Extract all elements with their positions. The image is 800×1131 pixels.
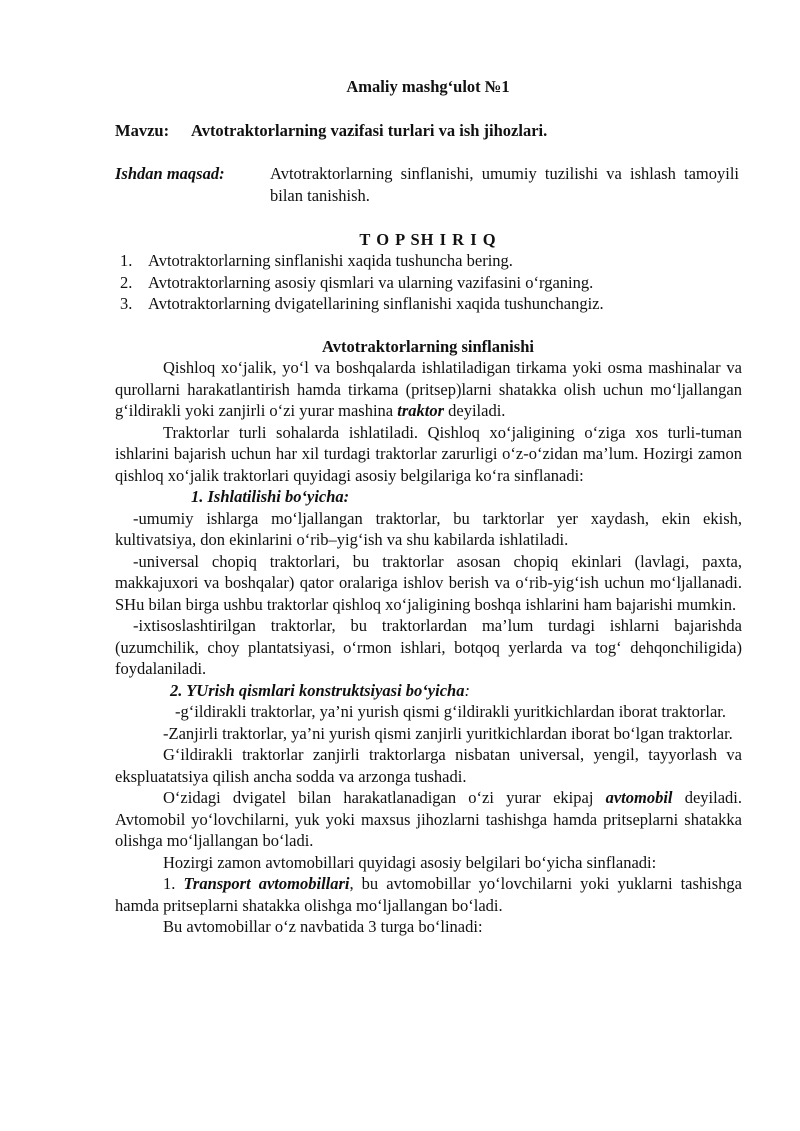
task-number: 2. [120, 272, 133, 292]
task-number: 3. [120, 294, 133, 313]
text-run: , bu avtomobillar yo‘lovchilarni yoki yuklarni tashishga hamda pritseplarni shatakka olishga mo‘ljallangan bo‘ladi. [115, 874, 743, 915]
task-item [120, 272, 604, 294]
text-run: 1. [163, 874, 184, 893]
term-transport: Transport avtomobillari [183, 874, 350, 893]
goal-text: Avtotraktorlarning sinflanishi, umumiy tuzilishi va ishlash tamoyili bilan tanishish. [270, 164, 739, 205]
topic-line [115, 120, 547, 142]
goal-label: Ishdan maqsad: [115, 164, 225, 183]
subheading-usage: 1. Ishlatilishi bo‘yicha: [191, 487, 350, 506]
paragraph: -Zanjirli traktorlar, ya’ni yurish qismi zanjirli yuritkichlardan iborat bo‘lgan traktorlar. [163, 723, 733, 743]
paragraph: -universal chopiq traktorlari, bu traktorlar asosan chopiq ekinlari (lavlagi, paxta, makkajuxori va boshqalar) qator oralariga ishlov berish va o‘rib-yig‘ish uchun mo‘ljallanadi. SHu bilan birga ushbu traktorlar qishloq xo‘jaligining boshqa ishlarini ham bajarishi mumkin. [115, 551, 742, 614]
subheading-construction [115, 680, 742, 702]
paragraph: Bu avtomobillar o‘z navbatida 3 turga bo‘linadi: [163, 917, 483, 936]
task-list [120, 250, 604, 315]
task-text: Avtotraktorlarning sinflanishi xaqida tushuncha bering. [148, 251, 513, 270]
task-text: Avtotraktorlarning asosiy qismlari va ularning vazifasini o‘rganing. [148, 272, 594, 292]
paragraph [115, 357, 742, 422]
paragraph: -ixtisoslashtirilgan traktorlar, bu traktorlardan ma’lum turdagi ishlarni bajarishda (uzumchilik, choy plantatsiyasi, o‘rmon ishlari, botqoq yerlarda va tog‘ dehqonchiligida) foydalaniladi. [115, 616, 742, 678]
subheading-colon: : [464, 680, 470, 700]
topic-label: Mavzu: [115, 121, 170, 140]
text-run: O‘zidagi dvigatel bilan harakatlanadigan o‘zi yurar ekipaj [163, 788, 606, 807]
text-run: deyiladi. [444, 401, 506, 420]
paragraph [115, 873, 742, 916]
topic-text: Avtotraktorlarning vazifasi turlari va ish jihozlari. [191, 121, 548, 140]
term-traktor: traktor [397, 401, 445, 420]
page-title: Amaliy mashg‘ulot №1 [346, 77, 510, 96]
task-number: 1. [120, 251, 133, 270]
task-item [120, 250, 604, 272]
paragraph: -g‘ildirakli traktorlar, ya’ni yurish qismi g‘ildirakli yuritkichlardan iborat traktorlar. [175, 702, 727, 721]
paragraph: Traktorlar turli sohalarda ishlatiladi. Qishloq xo‘jaligining o‘ziga xos turli-tuman ishlarini bajarish uchun har xil turdagi traktorlar zarurligi o‘z-o‘zidan ma’lum. Hozirgi zamon qishloq xo‘jalik traktorlari quyidagi asosiy belgilariga ko‘ra sinflanadi: [115, 422, 742, 485]
text-run: Qishloq xo‘jalik, yo‘l va boshqalarda ishlatiladigan tirkama yoki osma mashinalar va qurollarni harakatlantirish hamda tirkama (pritsep)larni shatakka olish uchun mo‘ljallangan g‘ildirakli yoki zanjirli o‘zi yurar mashina [115, 358, 742, 420]
body-text [115, 357, 742, 938]
paragraph: Hozirgi zamon avtomobillari quyidagi asosiy belgilari bo‘yicha sinflanadi: [163, 852, 657, 872]
text-run: deyiladi. Avtomobil yo‘lovchilarni, yuk yoki maxsus jihozlarni tashishga hamda pritseplarni shatakka olishga mo‘ljallangan bo‘ladi. [115, 788, 742, 850]
subheading-text: 2. YUrish qismlari konstruktsiyasi bo‘yicha [170, 680, 465, 700]
term-avtomobil: avtomobil [605, 788, 673, 807]
task-heading: T O P SH I R I Q [359, 230, 497, 249]
paragraph: G‘ildirakli traktorlar zanjirli traktorlarga nisbatan universal, yengil, tayyorlash va ekspluatatsiya qilish ancha sodda va arzonga tushadi. [115, 745, 742, 786]
paragraph [115, 787, 742, 852]
section-title: Avtotraktorlarning sinflanishi [322, 337, 534, 356]
task-item [120, 293, 604, 315]
task-text: Avtotraktorlarning dvigatellarining sinflanishi xaqida tushunchangiz. [148, 294, 604, 313]
paragraph: -umumiy ishlarga mo‘ljallangan traktorlar, bu tarktorlar yer xaydash, ekin ekish, kultivatsiya, don ekinlarini o‘rib–yig‘ish va shu kabilarda ishlatiladi. [115, 508, 742, 549]
